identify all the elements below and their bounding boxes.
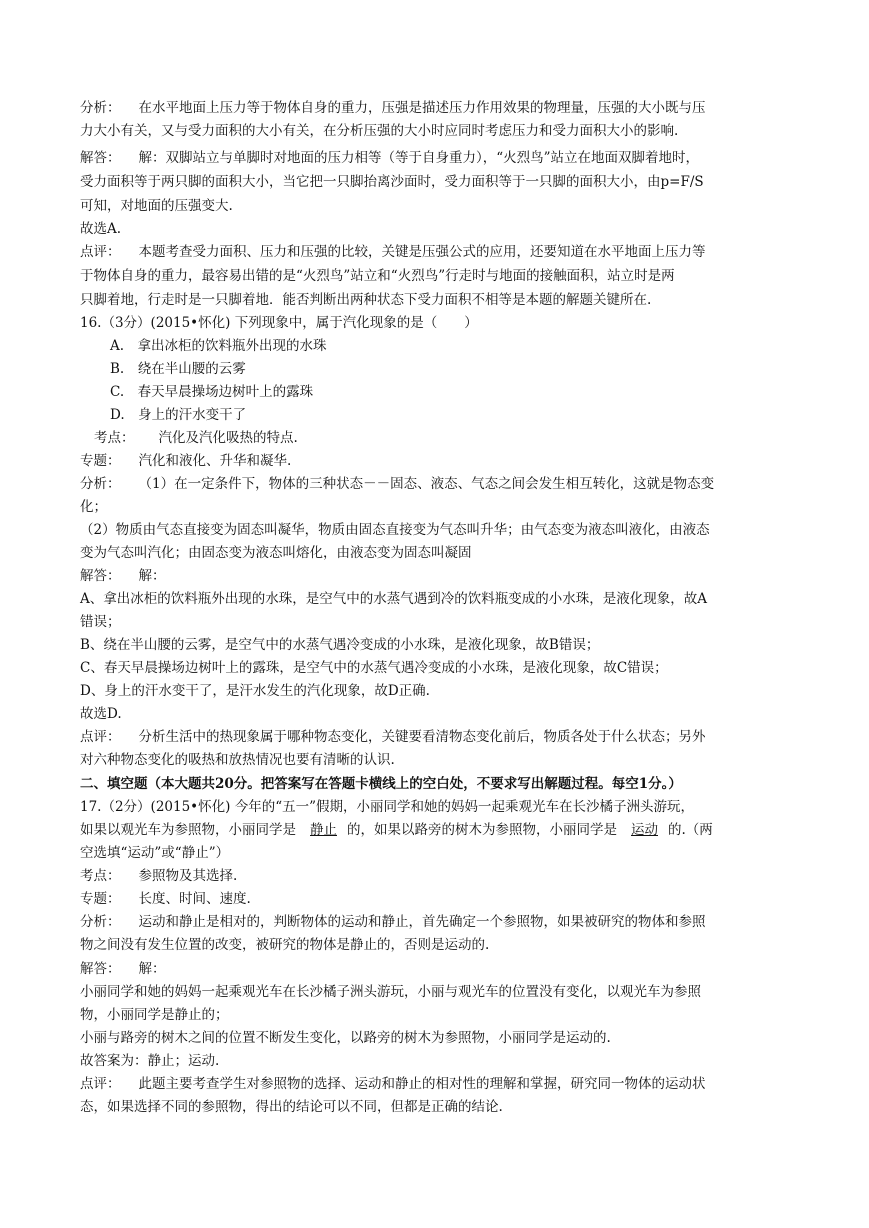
option-d: D. 身上的汗水变干了	[110, 407, 247, 423]
field-label: 分析：	[80, 914, 121, 930]
zhuanti-text: 长度、时间、速度.	[138, 891, 251, 907]
analysis-line	[80, 911, 706, 933]
answer-line: 可知，对地面的压强变大.	[80, 198, 233, 214]
answer-choice: 故选D.	[80, 706, 122, 722]
question-stem	[80, 819, 713, 841]
answer-line: A、拿出冰柜的饮料瓶外出现的水珠，是空气中的水蒸气遇到冷的饮料瓶变成的小水珠，是液化现象，故A	[80, 591, 707, 607]
answer-line: 小丽同学和她的妈妈一起乘观光车在长沙橘子洲头游玩，小丽与观光车的位置没有变化，以观光车为参照	[80, 984, 701, 1000]
answer-line: 小丽与路旁的树木之间的位置不断发生变化，以路旁的树木为参照物，小丽同学是运动的.	[80, 1030, 611, 1046]
field-label: 考点：	[80, 868, 121, 884]
question-stem: 17.（2分）(2015•怀化) 今年的“五一”假期，小丽同学和她的妈妈一起乘观光车在长沙橘子洲头游玩，	[80, 799, 695, 815]
analysis-text: 运动和静止是相对的，判断物体的运动和静止，首先确定一个参照物，如果被研究的物体和参照	[138, 914, 706, 930]
comment-line	[80, 726, 706, 748]
field-label: 分析：	[80, 100, 121, 116]
comment-text: 分析生活中的热现象属于哪种物态变化，关键要看清物态变化前后，物质各处于什么状态；另外	[138, 729, 706, 745]
field-label: 解答：	[80, 568, 121, 584]
answer-line: B、绕在半山腰的云雾，是空气中的水蒸气遇冷变成的小水珠，是液化现象，故B错误；	[80, 637, 600, 653]
analysis-line: 力大小有关，又与受力面积的大小有关，在分析压强的大小时应同时考虑压力和受力面积大小的影响.	[80, 123, 679, 139]
comment-line: 于物体自身的重力，最容易出错的是“火烈鸟”站立和“火烈鸟”行走时与地面的接触面积，站立时是两	[80, 268, 675, 284]
field-label: 点评：	[80, 729, 121, 745]
kaodian-text: 参照物及其选择.	[138, 868, 238, 884]
comment-line: 态，如果选择不同的参照物，得出的结论可以不同，但都是正确的结论.	[80, 1099, 503, 1115]
zhuanti-line	[80, 888, 251, 910]
section-heading: 二、填空题（本大题共20分。把答案写在答题卡横线上的空白处，不要求写出解题过程。每空1分。）	[80, 776, 682, 792]
answer-line: C、春天早晨操场边树叶上的露珠，是空气中的水蒸气遇冷变成的小水珠，是液化现象，故C错误；	[80, 660, 668, 676]
analysis-text: 在水平地面上压力等于物体自身的重力，压强是描述压力作用效果的物理量，压强的大小既与压	[138, 100, 706, 116]
stem-text: 的.（两	[668, 822, 713, 838]
zhuanti-line	[80, 450, 291, 472]
field-label: 点评：	[80, 1076, 121, 1092]
comment-line	[80, 241, 706, 263]
field-label: 专题：	[80, 891, 121, 907]
analysis-text: （1）在一定条件下，物体的三种状态－－固态、液态、气态之间会发生相互转化，这就是物态变	[138, 476, 715, 492]
kaodian-line	[94, 427, 298, 449]
answer-line: 受力面积等于两只脚的面积大小，当它把一只脚抬离沙面时，受力面积等于一只脚的面积大小，由p=F/S	[80, 174, 704, 190]
analysis-line	[80, 473, 714, 495]
answer-text: 解：	[138, 568, 166, 584]
comment-line: 对六种物态变化的吸热和放热情况也要有清晰的认识.	[80, 752, 395, 768]
stem-text: 的，如果以路旁的树木为参照物，小丽同学是	[347, 822, 617, 838]
answer-text: 解：双脚站立与单脚时对地面的压力相等（等于自身重力），“火烈鸟”站立在地面双脚着地时，	[138, 150, 700, 166]
field-label: 专题：	[80, 453, 121, 469]
field-label: 解答：	[80, 150, 121, 166]
answer-line: 物，小丽同学是静止的；	[80, 1007, 229, 1023]
answer-line	[80, 147, 699, 169]
answer-choice: 故选A.	[80, 221, 122, 237]
answer-line	[80, 958, 166, 980]
field-label: 点评：	[80, 244, 121, 260]
field-label: 分析：	[80, 476, 121, 492]
answer-blank-2: 运动	[631, 822, 658, 838]
option-b: B. 绕在半山腰的云雾	[110, 361, 246, 377]
analysis-line	[80, 97, 706, 119]
option-a: A. 拿出冰柜的饮料瓶外出现的水珠	[110, 338, 327, 354]
analysis-line: 变为气态叫汽化；由固态变为液态叫熔化，由液态变为固态叫凝固	[80, 545, 472, 561]
zhuanti-text: 汽化和液化、升华和凝华.	[138, 453, 292, 469]
comment-line	[80, 1073, 706, 1095]
answer-blank-1: 静止	[310, 822, 337, 838]
question-stem: 16.（3分）(2015•怀化) 下列现象中，属于汽化现象的是（ ）	[80, 315, 478, 331]
analysis-line: 物之间没有发生位置的改变，被研究的物体是静止的，否则是运动的.	[80, 937, 490, 953]
comment-text: 此题主要考查学生对参照物的选择、运动和静止的相对性的理解和掌握，研究同一物体的运动状	[138, 1076, 706, 1092]
option-c: C. 春天早晨操场边树叶上的露珠	[110, 384, 314, 400]
field-label: 考点：	[94, 430, 135, 446]
final-answer: 故答案为：静止；运动.	[80, 1053, 220, 1069]
analysis-line: 化；	[80, 499, 107, 515]
analysis-line: （2）物质由气态直接变为固态叫凝华，物质由固态直接变为气态叫升华；由气态变为液态叫液化，由液态	[80, 522, 710, 538]
answer-text: 解：	[138, 961, 166, 977]
question-stem: 空选填“运动”或“静止”）	[80, 845, 230, 861]
answer-line: D、身上的汗水变干了，是汗水发生的汽化现象，故D正确.	[80, 683, 430, 699]
stem-text: 如果以观光车为参照物，小丽同学是	[80, 822, 296, 838]
answer-line	[80, 565, 166, 587]
field-label: 解答：	[80, 961, 121, 977]
comment-line: 只脚着地，行走时是一只脚着地．能否判断出两种状态下受力面积不相等是本题的解题关键所在.	[80, 292, 652, 308]
kaodian-text: 汽化及汽化吸热的特点.	[158, 430, 298, 446]
answer-line: 错误；	[80, 614, 121, 630]
comment-text: 本题考查受力面积、压力和压强的比较，关键是压强公式的应用，还要知道在水平地面上压力等	[138, 244, 706, 260]
kaodian-line	[80, 865, 237, 887]
